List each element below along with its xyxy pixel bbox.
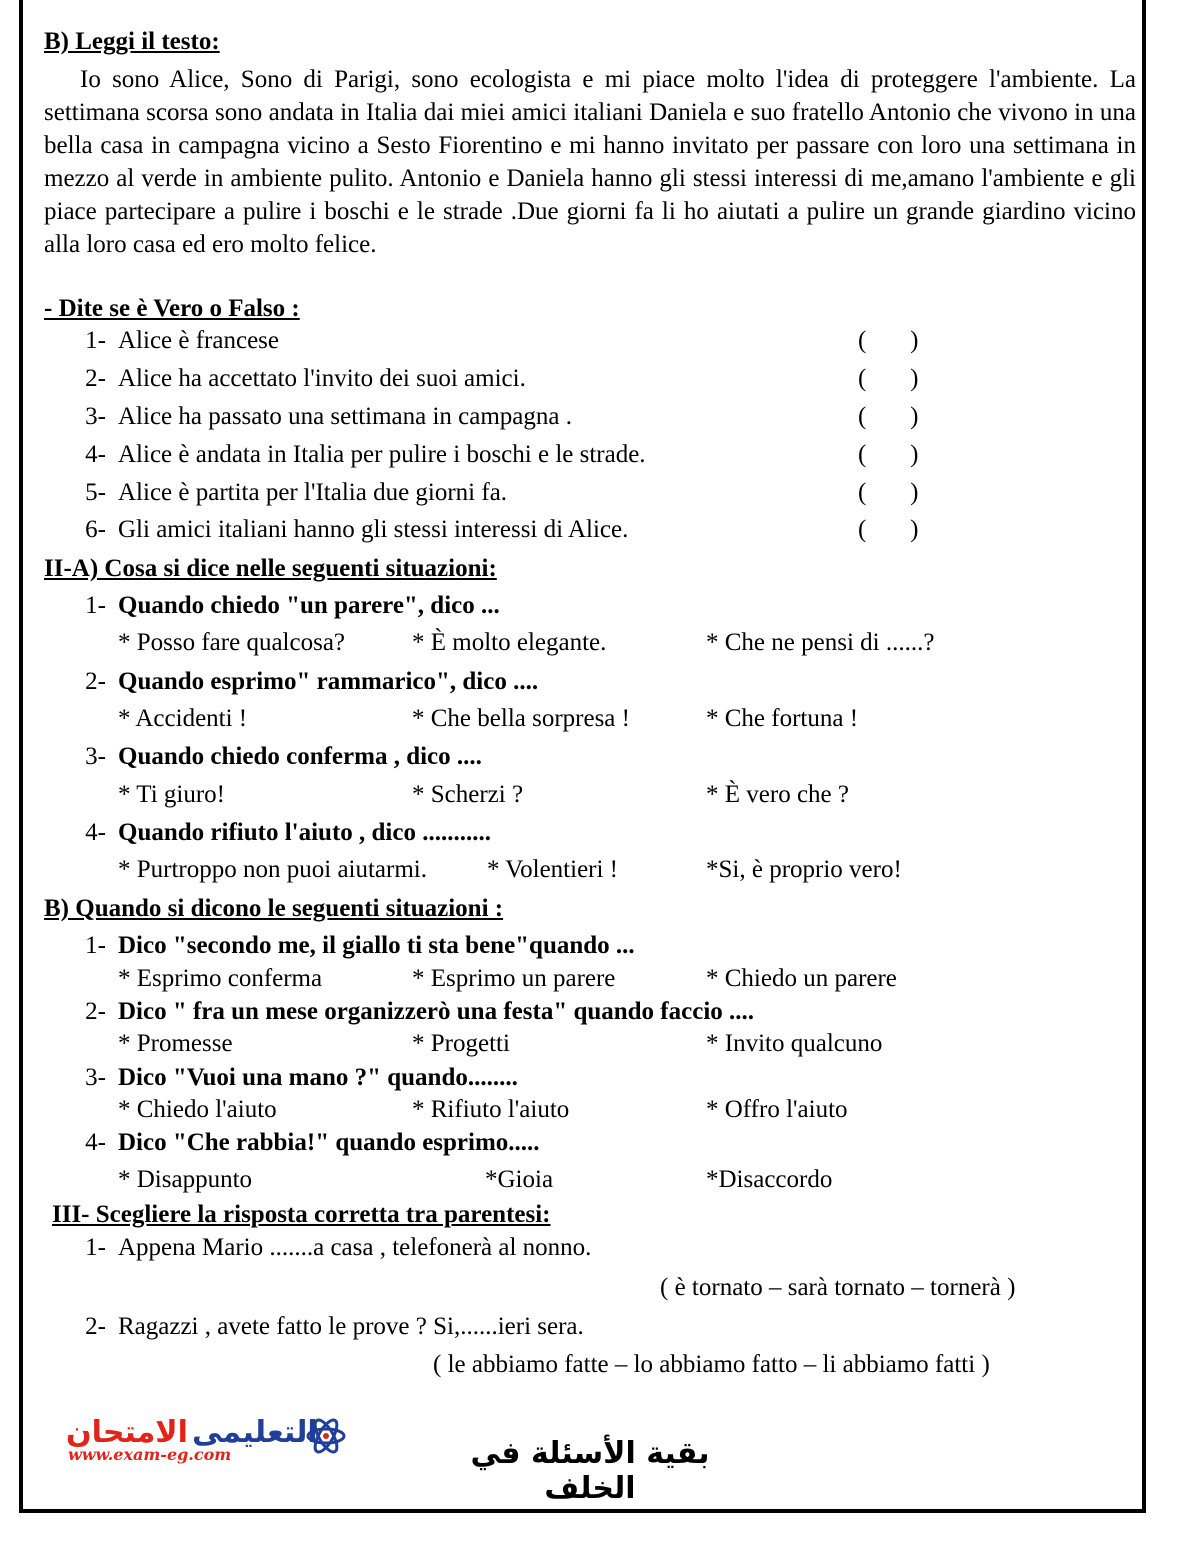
option[interactable]: * Che ne pensi di ......? [706,629,935,656]
question-number: 4- [85,819,106,846]
option[interactable]: * Progetti [412,1030,510,1057]
question-text: Appena Mario .......a casa , telefonerà al nonno. [118,1234,592,1261]
question-text: Quando rifiuto l'aiuto , dico ........... [118,819,491,846]
tf-statement: Alice è andata in Italia per pulire i boschi e le strade. [118,441,646,468]
question-number: 3- [85,1064,106,1091]
section-3-heading: III- Scegliere la risposta corretta tra parentesi: [52,1201,551,1228]
reading-text: Io sono Alice, Sono di Parigi, sono ecologista e mi piace molto l'idea di proteggere l'ambiente. La settimana scorsa sono andata in Italia dai miei amici italiani Daniela e suo fratello Antonio che vivono in una bella casa in campagna vicino a Sesto Fiorentino e mi hanno invitato per passare con loro una settimana in mezzo al verde in ambiente pulito. Antonio e Daniela hanno gli stessi interessi di me,amano l'ambiente e gli piace partecipare a pulire i boschi e le strade .Due giorni fa li ho aiutati a pulire un grande giardino vicino alla loro casa ed ero molto felice. [44,66,1136,258]
question-text: Ragazzi , avete fatto le prove ? Si,......ieri sera. [118,1313,584,1340]
option[interactable]: *Disaccordo [706,1166,833,1193]
option[interactable]: *Gioia [485,1166,554,1193]
option[interactable]: * Disappunto [118,1166,253,1193]
question-text: Dico "Che rabbia!" quando esprimo..... [118,1129,540,1156]
option[interactable]: * È vero che ? [706,781,849,808]
option[interactable]: * Accidenti ! [118,705,248,732]
option[interactable]: * Invito qualcuno [706,1030,883,1057]
tf-number: 1- [85,327,106,354]
option[interactable]: * Che bella sorpresa ! [412,705,630,732]
tf-statement: Gli amici italiani hanno gli stessi interessi di Alice. [118,516,629,543]
option[interactable]: * Purtroppo non puoi aiutarmi. [118,856,427,883]
option[interactable]: * Esprimo un parere [412,965,616,992]
tf-statement: Alice ha passato una settimana in campagna . [118,403,573,430]
logo-url: www.exam-eg.com [68,1445,232,1464]
option[interactable]: * Rifiuto l'aiuto [412,1096,570,1123]
question-text: Dico "Vuoi una mano ?" quando........ [118,1064,518,1091]
option[interactable]: *Si, è proprio vero! [706,856,902,883]
answer-box[interactable]: ( ) [858,479,919,506]
logo-arabic-2: التعليمى [192,1415,318,1450]
question-number: 1- [85,592,106,619]
answer-box[interactable]: ( ) [858,365,919,392]
section-2b-heading: B) Quando si dicono le seguenti situazioni : [44,895,504,922]
option[interactable]: * Volentieri ! [487,856,619,883]
option[interactable]: * Posso fare qualcosa? [118,629,346,656]
option[interactable]: * È molto elegante. [412,629,607,656]
tf-number: 4- [85,441,106,468]
option[interactable]: * Scherzi ? [412,781,524,808]
tf-statement: Alice è francese [118,327,279,354]
answer-box[interactable]: ( ) [858,441,919,468]
question-text: Dico " fra un mese organizzerò una festa" quando faccio .... [118,998,755,1025]
question-number: 2- [85,1313,106,1340]
tf-number: 6- [85,516,106,543]
option[interactable]: * Ti giuro! [118,781,225,808]
option[interactable]: * Chiedo un parere [706,965,897,992]
site-logo [64,1408,354,1478]
reading-heading: B) Leggi il testo: [44,28,220,55]
footer-note: بقية الأسئلة في الخلف [470,1436,710,1506]
logo-graphic [64,1408,354,1478]
question-text: Quando chiedo conferma , dico .... [118,743,482,770]
section-2a-heading: II-A) Cosa si dice nelle seguenti situazioni: [44,555,497,582]
option[interactable]: * Esprimo conferma [118,965,323,992]
question-number: 2- [85,998,106,1025]
answer-box[interactable]: ( ) [858,403,919,430]
question-text: Quando chiedo "un parere", dico ... [118,592,500,619]
question-text: Quando esprimo" rammarico", dico .... [118,668,539,695]
option[interactable]: * Che fortuna ! [706,705,859,732]
answer-choices[interactable]: ( è tornato – sarà tornato – tornerà ) [660,1274,1016,1301]
tf-statement: Alice ha accettato l'invito dei suoi amici. [118,365,526,392]
tf-number: 5- [85,479,106,506]
option[interactable]: * Offro l'aiuto [706,1096,848,1123]
tf-number: 2- [85,365,106,392]
question-number: 1- [85,1234,106,1261]
question-number: 2- [85,668,106,695]
option[interactable]: * Chiedo l'aiuto [118,1096,277,1123]
option[interactable]: * Promesse [118,1030,233,1057]
logo-arabic: الامتحان [66,1415,188,1450]
true-false-heading: - Dite se è Vero o Falso : [44,295,300,322]
tf-number: 3- [85,403,106,430]
answer-box[interactable]: ( ) [858,327,919,354]
tf-statement: Alice è partita per l'Italia due giorni fa. [118,479,508,506]
answer-box[interactable]: ( ) [858,516,919,543]
question-number: 3- [85,743,106,770]
question-text: Dico "secondo me, il giallo ti sta bene"quando ... [118,932,635,959]
answer-choices[interactable]: ( le abbiamo fatte – lo abbiamo fatto – li abbiamo fatti ) [433,1351,990,1378]
question-number: 1- [85,932,106,959]
question-number: 4- [85,1129,106,1156]
